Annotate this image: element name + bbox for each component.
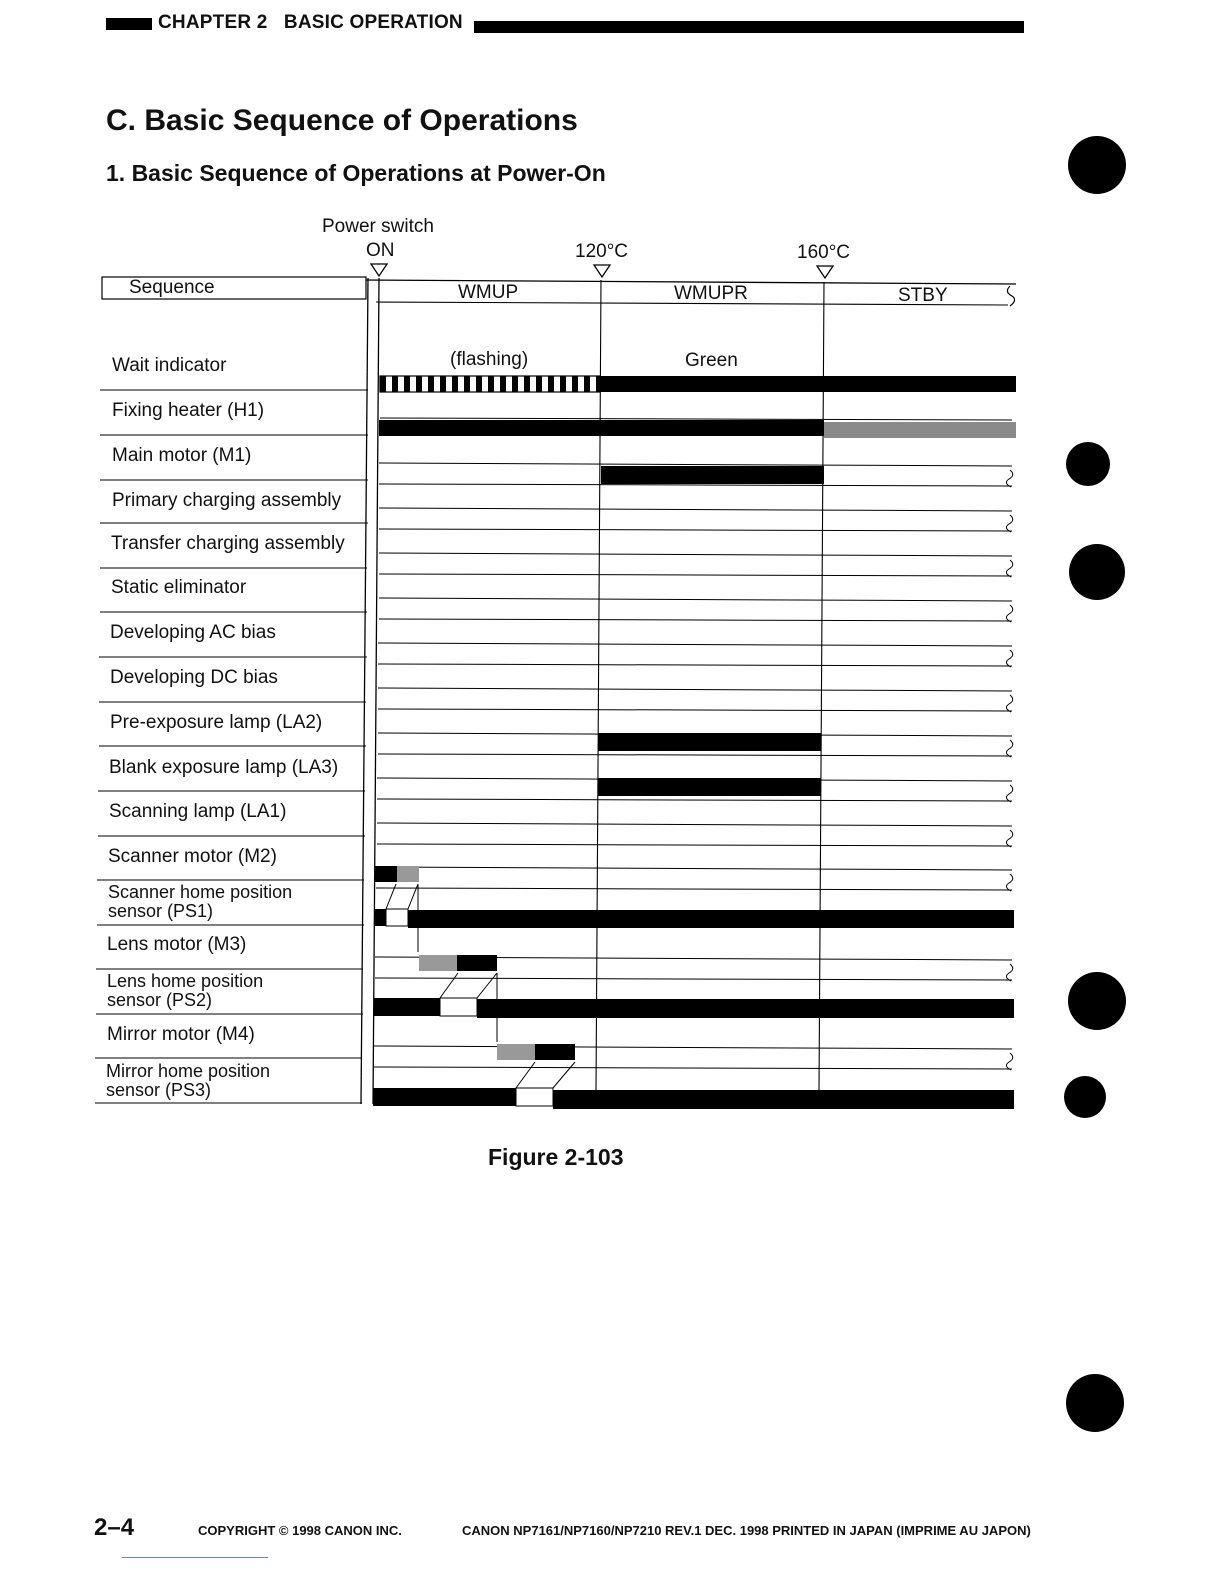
row-label-fixing-heater: Fixing heater (H1) <box>112 400 265 421</box>
scanner-motor-reverse-bar <box>397 866 419 882</box>
footer-underline <box>122 1557 268 1558</box>
fixing-heater-on-bar <box>379 420 824 436</box>
chapter-title: BASIC OPERATION <box>283 12 463 33</box>
phase-stby: STBY <box>898 285 948 306</box>
mirror-motor-reverse-bar <box>497 1044 535 1060</box>
row-label-ps2-line2: sensor (PS2) <box>107 990 213 1010</box>
ps2-on-bar-2 <box>477 999 1014 1018</box>
marker-160c-triangle <box>817 266 833 278</box>
phase-wmupr: WMUPR <box>674 283 748 304</box>
subsection-heading: 1. Basic Sequence of Operations at Power-On <box>106 160 606 186</box>
ps1-on-bar-2 <box>408 910 1014 928</box>
row-label-main-motor: Main motor (M1) <box>112 445 252 466</box>
row-label-lens-motor: Lens motor (M3) <box>107 934 247 955</box>
power-switch-label: Power switch <box>322 216 434 237</box>
marker-120c: 120°C <box>575 241 629 262</box>
chapter-number: CHAPTER 2 <box>158 12 268 33</box>
marker-120c-triangle <box>594 265 610 277</box>
ps2-on-bar <box>374 998 440 1016</box>
marker-on: ON <box>366 240 395 261</box>
row-label-wait-indicator: Wait indicator <box>112 355 227 376</box>
row-label-transfer-charging: Transfer charging assembly <box>111 533 345 554</box>
ps3-on-bar <box>373 1088 516 1106</box>
wait-green-label: Green <box>685 350 738 371</box>
row-label-developing-dc-bias: Developing DC bias <box>110 667 278 688</box>
fixing-heater-control-bar <box>824 422 1016 438</box>
row-label-ps3-line1: Mirror home position <box>106 1061 271 1081</box>
row-label-mirror-home-sensor <box>106 1062 270 1100</box>
main-motor-on-bar <box>601 466 824 484</box>
wait-flashing-label: (flashing) <box>450 349 529 370</box>
row-label-blank-exposure-lamp: Blank exposure lamp (LA3) <box>109 757 339 778</box>
footer-product-info: CANON NP7161/NP7160/NP7210 REV.1 DEC. 1998 PRINTED IN JAPAN (IMPRIME AU JAPON) <box>462 1523 1031 1538</box>
row-label-scanning-lamp: Scanning lamp (LA1) <box>109 801 287 822</box>
lens-motor-on-bar <box>457 955 497 971</box>
marker-on-triangle <box>371 264 387 276</box>
marker-160c: 160°C <box>797 242 851 263</box>
blank-exposure-on-bar <box>598 778 821 796</box>
row-label-lens-home-sensor <box>107 972 263 1010</box>
row-label-static-eliminator: Static eliminator <box>111 577 247 598</box>
row-label-scanner-home-sensor <box>108 883 292 921</box>
row-label-primary-charging: Primary charging assembly <box>112 490 342 511</box>
row-label-ps2-line1: Lens home position <box>107 971 264 991</box>
row-label-ps1-line1: Scanner home position <box>108 882 293 902</box>
footer-copyright: COPYRIGHT © 1998 CANON INC. <box>198 1523 402 1538</box>
ps1-on-bar <box>374 909 386 926</box>
row-label-mirror-motor: Mirror motor (M4) <box>107 1024 255 1045</box>
pre-exposure-on-bar <box>598 733 821 751</box>
row-label-ps1-line2: sensor (PS1) <box>108 901 214 921</box>
sequence-label: Sequence <box>129 277 215 298</box>
scanner-motor-on-bar <box>375 866 397 882</box>
wait-green-bar <box>601 376 1016 392</box>
ps3-on-bar-2 <box>553 1090 1014 1109</box>
figure-caption: Figure 2-103 <box>488 1144 624 1170</box>
row-label-scanner-motor: Scanner motor (M2) <box>108 846 277 867</box>
section-heading: C. Basic Sequence of Operations <box>106 104 578 137</box>
mirror-motor-on-bar <box>535 1044 575 1060</box>
page-number: 2–4 <box>94 1514 135 1541</box>
row-label-pre-exposure-lamp: Pre-exposure lamp (LA2) <box>110 712 323 733</box>
row-label-ps3-line2: sensor (PS3) <box>106 1080 212 1100</box>
lens-motor-reverse-bar <box>419 955 457 971</box>
row-label-developing-ac-bias: Developing AC bias <box>110 622 276 643</box>
phase-wmup: WMUP <box>458 282 519 303</box>
